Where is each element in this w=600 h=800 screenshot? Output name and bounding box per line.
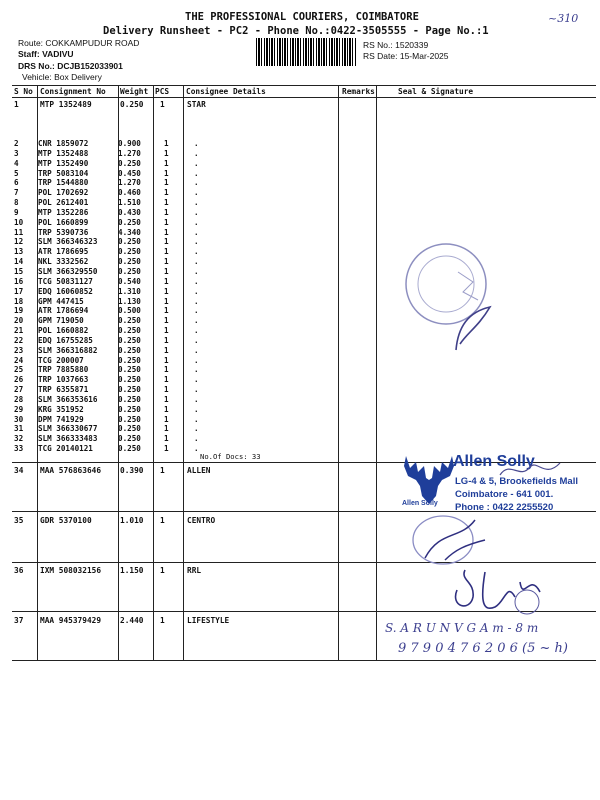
cell-pcs: 1 xyxy=(164,217,169,227)
table-row xyxy=(14,336,234,346)
cell-weight: 0.250 xyxy=(118,355,141,365)
cell-details: . xyxy=(194,148,199,158)
cell-weight: 0.250 xyxy=(118,345,141,355)
cell-cons: TRP 1544880 xyxy=(38,178,89,188)
cell-weight: 0.500 xyxy=(118,306,141,316)
cell-pcs: 1 xyxy=(164,306,169,316)
cell-pcs: 1 xyxy=(164,158,169,168)
cell-pcs: 1 xyxy=(164,198,169,208)
cell-weight: 0.250 xyxy=(118,414,141,424)
cell-weight: 1.510 xyxy=(118,198,141,208)
stamp-address-2: Coimbatore - 641 001. xyxy=(455,489,554,500)
cell-cons: ATR 1786695 xyxy=(38,247,89,257)
cell-sno: 16 xyxy=(14,276,24,286)
big-row-cons: MAA 576863646 xyxy=(40,466,102,475)
cell-sno: 21 xyxy=(14,326,24,336)
stamp-brand: Allen Solly xyxy=(453,453,535,470)
cell-pcs: 1 xyxy=(164,434,169,444)
cell-cons: DPM 741929 xyxy=(38,414,84,424)
cell-cons: EDQ 16060852 xyxy=(38,286,93,296)
cell-details: . xyxy=(194,227,199,237)
rs-date: RS Date: 15-Mar-2025 xyxy=(363,51,449,61)
cell-cons: NKL 3332562 xyxy=(38,257,89,267)
cell-weight: 0.250 xyxy=(118,365,141,375)
cell-pcs: 1 xyxy=(164,276,169,286)
cell-sno: 10 xyxy=(14,217,24,227)
table-row xyxy=(14,405,234,415)
cell-details: . xyxy=(194,296,199,306)
cell-weight: 0.250 xyxy=(118,444,141,454)
big-row-weight: 0.390 xyxy=(120,466,144,475)
cell-cons: TRP 1037663 xyxy=(38,375,89,385)
handwritten-phone: 9 7 9 0 4 7 6 2 0 6 (5 ~ h) xyxy=(398,641,568,656)
cell-details: . xyxy=(194,237,199,247)
cell-cons: TCG 50831127 xyxy=(38,276,93,286)
cell-sno: 5 xyxy=(14,168,19,178)
cell-details: . xyxy=(194,414,199,424)
cell-weight: 0.250 xyxy=(118,326,141,336)
cell-pcs: 1 xyxy=(164,316,169,326)
big-row-cons: IXM 508032156 xyxy=(40,566,102,575)
cell-details: . xyxy=(194,257,199,267)
corner-handwritten-note: ~310 xyxy=(548,12,579,25)
table-row xyxy=(14,188,234,198)
consignment-table xyxy=(14,139,234,454)
cell-details: . xyxy=(194,404,199,414)
cell-details: . xyxy=(194,375,199,385)
cell-sno: 28 xyxy=(14,394,24,404)
cell-cons: TRP 5083104 xyxy=(38,168,89,178)
cell-details: . xyxy=(194,168,199,178)
cell-sno: 15 xyxy=(14,266,24,276)
cell-cons: SLM 366316882 xyxy=(38,345,98,355)
cell-pcs: 1 xyxy=(164,345,169,355)
table-row xyxy=(14,257,234,267)
stamp-phone: Phone : 0422 2255520 xyxy=(455,502,554,513)
staff-label: Staff: VADIVU xyxy=(18,49,74,59)
table-row xyxy=(14,297,234,307)
cell-sno: 33 xyxy=(14,444,24,454)
cell-details: . xyxy=(194,365,199,375)
cell-sno: 22 xyxy=(14,335,24,345)
big-row-cons: GDR 5370100 xyxy=(40,516,92,525)
runsheet-title: Delivery Runsheet - PC2 - Phone No.:0422-3505555 - Page No.:1 xyxy=(103,25,489,37)
table-row xyxy=(14,139,234,149)
cell-weight: 0.460 xyxy=(118,188,141,198)
cell-cons: MTP 1352488 xyxy=(38,148,89,158)
big-row-cons: MAA 945379429 xyxy=(40,616,102,625)
cell-sno: 3 xyxy=(14,148,19,158)
cell-cons: POL 1702692 xyxy=(38,188,89,198)
cell-weight: 0.250 xyxy=(118,394,141,404)
cell-sno: 17 xyxy=(14,286,24,296)
cell-pcs: 1 xyxy=(164,365,169,375)
cell-pcs: 1 xyxy=(164,207,169,217)
cell-details: . xyxy=(194,276,199,286)
table-row xyxy=(14,287,234,297)
cell-pcs: 1 xyxy=(164,444,169,454)
cell-pcs: 1 xyxy=(164,227,169,237)
col-consignment: Consignment No xyxy=(40,87,106,96)
cell-pcs: 1 xyxy=(164,424,169,434)
cell-pcs: 1 xyxy=(164,188,169,198)
big-row-weight: 1.150 xyxy=(120,566,144,575)
cell-sno: 9 xyxy=(14,207,19,217)
cell-sno: 32 xyxy=(14,434,24,444)
row-1-weight: 0.250 xyxy=(120,100,144,109)
big-row-pcs: 1 xyxy=(160,616,165,625)
cell-sno: 8 xyxy=(14,198,19,208)
cell-weight: 0.250 xyxy=(118,266,141,276)
col-seal: Seal & Signature xyxy=(398,87,474,96)
cell-details: . xyxy=(194,286,199,296)
cell-details: . xyxy=(194,424,199,434)
cell-details: . xyxy=(194,434,199,444)
cell-cons: POL 2612401 xyxy=(38,198,89,208)
cell-pcs: 1 xyxy=(164,385,169,395)
cell-pcs: 1 xyxy=(164,178,169,188)
drs-label: DRS No.: DCJB152033901 xyxy=(18,61,123,71)
table-row xyxy=(14,365,234,375)
cell-pcs: 1 xyxy=(164,237,169,247)
cell-weight: 0.540 xyxy=(118,276,141,286)
cell-cons: MTP 1352286 xyxy=(38,207,89,217)
cell-pcs: 1 xyxy=(164,326,169,336)
table-row xyxy=(14,395,234,405)
cell-weight: 1.270 xyxy=(118,148,141,158)
cell-sno: 14 xyxy=(14,257,24,267)
cell-weight: 0.250 xyxy=(118,404,141,414)
table-row xyxy=(14,237,234,247)
no-of-docs: No.Of Docs: 33 xyxy=(200,452,261,461)
cell-pcs: 1 xyxy=(164,296,169,306)
big-row-pcs: 1 xyxy=(160,466,165,475)
cell-weight: 1.270 xyxy=(118,178,141,188)
table-row xyxy=(14,267,234,277)
cell-weight: 0.250 xyxy=(118,434,141,444)
cell-pcs: 1 xyxy=(164,414,169,424)
big-row-details: LIFESTYLE xyxy=(187,616,230,625)
col-consignee: Consignee Details xyxy=(186,87,266,96)
cell-weight: 1.130 xyxy=(118,296,141,306)
col-remarks: Remarks xyxy=(342,87,375,96)
cell-weight: 0.250 xyxy=(118,247,141,257)
cell-sno: 7 xyxy=(14,188,19,198)
cell-details: . xyxy=(194,178,199,188)
table-row xyxy=(14,149,234,159)
cell-cons: CNR 1859072 xyxy=(38,139,89,148)
cell-sno: 19 xyxy=(14,306,24,316)
cell-sno: 30 xyxy=(14,414,24,424)
table-row xyxy=(14,424,234,434)
cell-pcs: 1 xyxy=(164,404,169,414)
cell-weight: 0.250 xyxy=(118,335,141,345)
cell-cons: POL 1660899 xyxy=(38,217,89,227)
company-title: THE PROFESSIONAL COURIERS, COIMBATORE xyxy=(185,11,419,23)
cell-cons: TCG 20140121 xyxy=(38,444,93,454)
cell-pcs: 1 xyxy=(164,139,169,148)
cell-details: . xyxy=(194,316,199,326)
stamp-logo-caption: Allen Solly xyxy=(402,500,438,507)
cell-details: . xyxy=(194,207,199,217)
table-row xyxy=(14,228,234,238)
big-row-details: CENTRO xyxy=(187,516,216,525)
cell-cons: SLM 366330677 xyxy=(38,424,98,434)
big-row-details: RRL xyxy=(187,566,202,575)
row-1-pcs: 1 xyxy=(160,100,165,109)
big-row-weight: 2.440 xyxy=(120,616,144,625)
cell-pcs: 1 xyxy=(164,375,169,385)
big-row-sno: 36 xyxy=(14,566,24,575)
cell-sno: 23 xyxy=(14,345,24,355)
centro-seal-stamp xyxy=(405,510,495,570)
cell-details: . xyxy=(194,217,199,227)
table-row xyxy=(14,306,234,316)
allen-signature xyxy=(495,455,565,485)
cell-cons: GPM 447415 xyxy=(38,296,84,306)
cell-details: . xyxy=(194,345,199,355)
cell-pcs: 1 xyxy=(164,266,169,276)
table-row xyxy=(14,178,234,188)
big-row-sno: 37 xyxy=(14,616,24,625)
table-row xyxy=(14,208,234,218)
row-1-consignment: MTP 1352489 xyxy=(40,100,92,109)
cell-cons: GPM 719050 xyxy=(38,316,84,326)
cell-pcs: 1 xyxy=(164,168,169,178)
cell-weight: 0.250 xyxy=(118,158,141,168)
cell-cons: MTP 1352490 xyxy=(38,158,89,168)
rrl-signature xyxy=(445,562,555,617)
cell-details: . xyxy=(194,355,199,365)
table-row xyxy=(14,198,234,208)
cell-cons: SLM 366346323 xyxy=(38,237,98,247)
cell-cons: TCG 200007 xyxy=(38,355,84,365)
barcode xyxy=(256,38,356,66)
cell-sno: 27 xyxy=(14,385,24,395)
table-row xyxy=(14,434,234,444)
row-1-consignee: STAR xyxy=(187,100,206,109)
cell-sno: 25 xyxy=(14,365,24,375)
cell-weight: 0.250 xyxy=(118,316,141,326)
cell-cons: SLM 366329550 xyxy=(38,266,98,276)
table-row xyxy=(14,356,234,366)
cell-pcs: 1 xyxy=(164,335,169,345)
cell-details: . xyxy=(194,158,199,168)
cell-cons: ATR 1786694 xyxy=(38,306,89,316)
route-label: Route: COKKAMPUDUR ROAD xyxy=(18,38,140,48)
big-row-pcs: 1 xyxy=(160,516,165,525)
cell-sno: 24 xyxy=(14,355,24,365)
col-weight: Weight xyxy=(120,87,149,96)
table-row xyxy=(14,277,234,287)
cell-details: . xyxy=(194,326,199,336)
table-row xyxy=(14,316,234,326)
cell-details: . xyxy=(194,266,199,276)
col-pcs: PCS xyxy=(155,87,170,96)
cell-weight: 0.250 xyxy=(118,217,141,227)
cell-sno: 4 xyxy=(14,158,19,168)
cell-weight: 4.340 xyxy=(118,227,141,237)
vehicle-label: Vehicle: Box Delivery xyxy=(22,72,102,82)
cell-sno: 13 xyxy=(14,247,24,257)
col-sno: S No xyxy=(14,87,33,96)
cell-sno: 29 xyxy=(14,404,24,414)
cell-details: . xyxy=(194,247,199,257)
cell-sno: 11 xyxy=(14,227,24,237)
cell-cons: TRP 7885880 xyxy=(38,365,89,375)
table-row xyxy=(14,346,234,356)
cell-sno: 26 xyxy=(14,375,24,385)
table-row xyxy=(14,218,234,228)
cell-pcs: 1 xyxy=(164,257,169,267)
table-row xyxy=(14,415,234,425)
cell-sno: 6 xyxy=(14,178,19,188)
big-row-pcs: 1 xyxy=(160,566,165,575)
cell-sno: 20 xyxy=(14,316,24,326)
cell-details: . xyxy=(194,335,199,345)
cell-cons: SLM 366333483 xyxy=(38,434,98,444)
cell-pcs: 1 xyxy=(164,394,169,404)
cell-details: . xyxy=(194,198,199,208)
cell-sno: 18 xyxy=(14,296,24,306)
cell-cons: EDQ 16755285 xyxy=(38,335,93,345)
cell-weight: 0.250 xyxy=(118,375,141,385)
cell-weight: 0.250 xyxy=(118,385,141,395)
big-row-sno: 35 xyxy=(14,516,24,525)
cell-details: . xyxy=(194,385,199,395)
table-row xyxy=(14,247,234,257)
cell-sno: 12 xyxy=(14,237,24,247)
cell-weight: 1.310 xyxy=(118,286,141,296)
cell-details: . xyxy=(194,139,199,148)
table-row xyxy=(14,169,234,179)
cell-pcs: 1 xyxy=(164,247,169,257)
stamp-address-1: LG-4 & 5, Brookefields Mall xyxy=(455,476,578,487)
handwritten-name: S. A R U N V G A m - 8 m xyxy=(385,621,539,635)
cell-cons: POL 1660882 xyxy=(38,326,89,336)
table-row xyxy=(14,159,234,169)
cell-sno: 2 xyxy=(14,139,19,148)
big-row-weight: 1.010 xyxy=(120,516,144,525)
cell-weight: 0.450 xyxy=(118,168,141,178)
cell-details: . xyxy=(194,394,199,404)
cell-pcs: 1 xyxy=(164,355,169,365)
cell-pcs: 1 xyxy=(164,286,169,296)
cell-weight: 0.250 xyxy=(118,257,141,267)
cell-details: . xyxy=(194,306,199,316)
cell-weight: 0.250 xyxy=(118,424,141,434)
big-row-sno: 34 xyxy=(14,466,24,475)
cell-pcs: 1 xyxy=(164,148,169,158)
cell-details: . xyxy=(194,188,199,198)
cell-cons: TRP 6355871 xyxy=(38,385,89,395)
cell-cons: KRG 351952 xyxy=(38,404,84,414)
table-row xyxy=(14,375,234,385)
cell-weight: 0.900 xyxy=(118,139,141,148)
big-row-details: ALLEN xyxy=(187,466,211,475)
cell-sno: 31 xyxy=(14,424,24,434)
table-row xyxy=(14,326,234,336)
cell-cons: TRP 5390736 xyxy=(38,227,89,237)
row-1-sno: 1 xyxy=(14,100,19,109)
cell-weight: 0.430 xyxy=(118,207,141,217)
table-row xyxy=(14,385,234,395)
cell-details: . xyxy=(194,444,199,454)
round-seal-stamp xyxy=(398,232,508,352)
rs-number: RS No.: 1520339 xyxy=(363,40,429,50)
cell-cons: SLM 366353616 xyxy=(38,394,98,404)
cell-weight: 0.250 xyxy=(118,237,141,247)
